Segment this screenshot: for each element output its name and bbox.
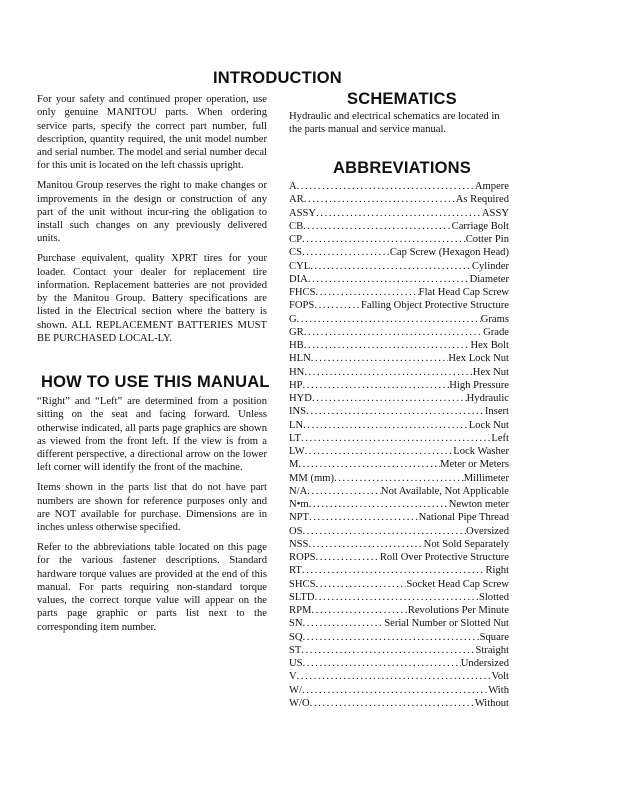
dot-leader bbox=[302, 233, 466, 246]
abbreviation-row bbox=[289, 511, 509, 524]
abbreviation-term: RPM bbox=[289, 605, 312, 616]
abbreviation-definition: Left bbox=[491, 432, 509, 444]
abbreviation-definition: Meter or Meters bbox=[440, 459, 509, 471]
abbreviation-term: NSS bbox=[289, 538, 309, 550]
abbreviation-definition: With bbox=[488, 684, 509, 696]
schematics-text: Hydraulic and electrical schematics are located in the parts manual and service manual. bbox=[289, 111, 500, 136]
dot-leader bbox=[314, 299, 361, 312]
abbreviation-row bbox=[289, 604, 509, 617]
dot-leader bbox=[306, 405, 485, 418]
abbreviation-definition: Serial Number or Slotted Nut bbox=[384, 618, 509, 630]
abbreviation-term: MM (mm) bbox=[289, 472, 335, 484]
abbreviation-term: ST bbox=[289, 644, 302, 656]
abbreviation-term: LW bbox=[289, 446, 305, 457]
abbreviation-row bbox=[289, 670, 509, 683]
abbreviation-row bbox=[289, 419, 509, 432]
abbreviation-term: OS bbox=[289, 525, 303, 537]
dot-leader bbox=[303, 617, 385, 630]
abbreviation-definition: Oversized bbox=[466, 525, 509, 537]
dot-leader bbox=[311, 352, 449, 365]
abbreviation-term: SQ bbox=[289, 631, 303, 643]
abbreviation-term: AR bbox=[289, 194, 304, 206]
abbreviation-term: LT bbox=[289, 432, 301, 444]
dot-leader bbox=[303, 220, 451, 233]
introduction-heading: INTRODUCTION bbox=[213, 69, 342, 87]
abbreviations-heading: ABBREVIATIONS bbox=[333, 159, 471, 177]
abbreviation-row bbox=[289, 458, 509, 471]
abbreviation-definition: Hex Bolt bbox=[470, 340, 509, 351]
dot-leader bbox=[304, 326, 483, 339]
abbreviation-term: SHCS bbox=[289, 578, 316, 590]
abbreviation-definition: Newton meter bbox=[448, 499, 509, 510]
dot-leader bbox=[302, 246, 390, 259]
dot-leader bbox=[312, 392, 467, 405]
abbreviation-row bbox=[289, 498, 509, 511]
abbreviation-definition: Not Sold Separately bbox=[423, 538, 509, 550]
how-to-use-paragraph: “Right” and “Left” are determined from a position sitting on the seat and facing forward. Unless otherwise indicated, all parts page graphics are shown as viewed from the front left. If the view is from a different perspective, a directional arrow on the lower left corner will identify the front of the machine. bbox=[37, 396, 267, 474]
abbreviation-term: SLTD bbox=[289, 591, 315, 603]
dot-leader bbox=[302, 564, 486, 577]
dot-leader bbox=[310, 697, 475, 710]
abbreviation-row bbox=[289, 631, 509, 644]
abbreviation-row bbox=[289, 273, 509, 286]
dot-leader bbox=[303, 419, 469, 432]
dot-leader bbox=[303, 657, 461, 670]
abbreviation-term: ASSY bbox=[289, 207, 317, 219]
introduction-paragraph: Purchase equivalent, quality XPRT tires for your loader. Contact your dealer for replacement tire information. Replacement batteries are not provided by the Manitou Group. Battery specifications are listed in the Electrical section where the battery is shown. ALL REPLACEMENT BATTERIES MUST BE PURCHASED LOCAL-LY. bbox=[37, 253, 267, 345]
dot-leader bbox=[315, 591, 479, 604]
abbreviation-term: DIA bbox=[289, 273, 308, 285]
abbreviation-row bbox=[289, 379, 509, 392]
abbreviation-definition: Diameter bbox=[469, 273, 509, 285]
abbreviation-row bbox=[289, 313, 509, 326]
abbreviation-row bbox=[289, 684, 509, 697]
abbreviation-term: INS bbox=[289, 406, 307, 418]
abbreviation-row bbox=[289, 180, 509, 193]
abbreviation-definition: Cylinder bbox=[471, 260, 509, 272]
dot-leader bbox=[304, 339, 471, 352]
dot-leader bbox=[304, 193, 456, 206]
abbreviation-term: N/A bbox=[289, 485, 308, 497]
abbreviation-term: NPT bbox=[289, 512, 310, 524]
abbreviation-term: HB bbox=[289, 340, 304, 351]
abbreviation-term: CS bbox=[289, 247, 302, 259]
abbreviation-row bbox=[289, 207, 509, 220]
dot-leader bbox=[297, 180, 475, 193]
abbreviation-row bbox=[289, 432, 509, 445]
abbreviation-term: W/O bbox=[289, 697, 310, 709]
abbreviation-row bbox=[289, 246, 509, 259]
abbreviation-definition: National Pipe Thread bbox=[418, 512, 509, 524]
abbreviation-term: RT bbox=[289, 565, 302, 577]
dot-leader bbox=[308, 273, 470, 286]
abbreviation-row bbox=[289, 485, 509, 498]
abbreviation-definition: Hydraulic bbox=[466, 393, 509, 404]
dot-leader bbox=[303, 631, 480, 644]
abbreviation-definition: Volt bbox=[491, 671, 509, 683]
abbreviation-row bbox=[289, 591, 509, 604]
abbreviation-definition: Lock Washer bbox=[453, 446, 509, 457]
abbreviation-definition: Ampere bbox=[474, 181, 509, 192]
abbreviation-definition: As Required bbox=[455, 194, 509, 206]
abbreviation-term: FHCS bbox=[289, 287, 316, 298]
abbreviation-row bbox=[289, 233, 509, 246]
abbreviation-definition: Socket Head Cap Screw bbox=[406, 578, 509, 590]
abbreviation-definition: Cotter Pin bbox=[465, 234, 509, 245]
introduction-section bbox=[37, 93, 267, 352]
abbreviation-row bbox=[289, 578, 509, 591]
abbreviation-term: LN bbox=[289, 419, 304, 431]
abbreviations-list bbox=[289, 180, 509, 710]
abbreviation-term: ROPS bbox=[289, 552, 316, 563]
abbreviation-definition: Grade bbox=[483, 326, 509, 338]
abbreviation-row bbox=[289, 260, 509, 273]
abbreviation-row bbox=[289, 366, 509, 379]
abbreviation-row bbox=[289, 445, 509, 458]
dot-leader bbox=[316, 551, 380, 564]
abbreviation-row bbox=[289, 538, 509, 551]
abbreviation-definition: Flat Head Cap Screw bbox=[418, 287, 509, 298]
abbreviation-definition: Right bbox=[485, 565, 509, 577]
abbreviation-definition: Straight bbox=[475, 644, 509, 656]
abbreviation-row bbox=[289, 697, 509, 710]
abbreviation-row bbox=[289, 286, 509, 299]
abbreviation-definition: Cap Screw (Hexagon Head) bbox=[389, 247, 509, 259]
abbreviation-row bbox=[289, 525, 509, 538]
abbreviation-definition: Roll Over Protective Structure bbox=[379, 552, 509, 563]
introduction-paragraph: Manitou Group reserves the right to make changes or improvements in the design or construction of any part of the unit without incur-ring the obligation to install such changes on any previously delivered units. bbox=[37, 180, 267, 245]
dot-leader bbox=[311, 604, 407, 617]
abbreviation-row bbox=[289, 392, 509, 405]
dot-leader bbox=[298, 458, 440, 471]
abbreviation-definition: Hex Lock Nut bbox=[448, 353, 509, 365]
how-to-use-section bbox=[37, 395, 267, 641]
abbreviation-definition: Falling Object Protective Structure bbox=[361, 300, 509, 312]
abbreviation-row bbox=[289, 551, 509, 564]
abbreviation-row bbox=[289, 326, 509, 339]
abbreviation-row bbox=[289, 564, 509, 577]
abbreviation-term: A bbox=[289, 181, 297, 192]
dot-leader bbox=[316, 578, 407, 591]
dot-leader bbox=[305, 445, 454, 458]
abbreviation-term: HYD bbox=[289, 393, 312, 404]
abbreviation-definition: Grams bbox=[480, 313, 509, 325]
abbreviation-term: V bbox=[289, 671, 297, 683]
abbreviation-definition: Square bbox=[479, 631, 509, 643]
abbreviation-definition: Millimeter bbox=[463, 472, 509, 484]
abbreviation-row bbox=[289, 220, 509, 233]
abbreviation-term: HLN bbox=[289, 353, 311, 365]
abbreviation-definition: Slotted bbox=[478, 591, 509, 603]
dot-leader bbox=[303, 379, 450, 392]
dot-leader bbox=[316, 207, 482, 220]
dot-leader bbox=[307, 485, 381, 498]
abbreviation-row bbox=[289, 193, 509, 206]
introduction-paragraph: For your safety and continued proper operation, use only genuine MANITOU parts. When ordering service parts, specify the correct part number, full description, quantity required, the unit model number and serial number. The model and serial number decal for this unit is located on the left chassis upright. bbox=[37, 94, 267, 172]
abbreviation-definition: Carriage Bolt bbox=[451, 220, 509, 232]
how-to-use-heading: HOW TO USE THIS MANUAL bbox=[41, 373, 270, 391]
abbreviation-definition: Lock Nut bbox=[468, 419, 509, 431]
dot-leader bbox=[297, 313, 481, 326]
abbreviation-term: SN bbox=[289, 618, 303, 630]
abbreviation-term: CYL bbox=[289, 260, 311, 272]
dot-leader bbox=[310, 260, 472, 273]
dot-leader bbox=[309, 498, 449, 511]
dot-leader bbox=[302, 684, 488, 697]
abbreviation-term: W/ bbox=[289, 684, 302, 696]
abbreviation-row bbox=[289, 352, 509, 365]
dot-leader bbox=[304, 366, 472, 379]
abbreviation-row bbox=[289, 405, 509, 418]
abbreviation-definition: Undersized bbox=[460, 658, 509, 669]
dot-leader bbox=[308, 538, 423, 551]
abbreviation-definition: Not Available, Not Applicable bbox=[380, 485, 509, 497]
abbreviation-term: US bbox=[289, 658, 303, 669]
dot-leader bbox=[301, 432, 491, 445]
schematics-heading: SCHEMATICS bbox=[347, 90, 457, 108]
abbreviation-definition: ASSY bbox=[481, 207, 509, 219]
how-to-use-paragraph: Refer to the abbreviations table located on this page for the various fastener descriptions. Standard hardware torque values are provided at the end of this manual. For parts requiring non-standard torque values, the correct torque value will appear on the parts page graphic or parts list next to the corresponding item number. bbox=[37, 541, 267, 633]
abbreviation-term: GR bbox=[289, 326, 304, 338]
abbreviation-definition: Revolutions Per Minute bbox=[407, 605, 509, 616]
abbreviation-term: FOPS bbox=[289, 300, 315, 312]
abbreviation-term: N•m bbox=[289, 499, 309, 510]
abbreviation-definition: Insert bbox=[484, 406, 509, 418]
abbreviation-row bbox=[289, 657, 509, 670]
abbreviation-term: CP bbox=[289, 234, 302, 245]
abbreviation-term: CB bbox=[289, 220, 304, 232]
dot-leader bbox=[303, 525, 467, 538]
abbreviation-row bbox=[289, 644, 509, 657]
abbreviation-term: G bbox=[289, 313, 297, 325]
dot-leader bbox=[309, 511, 419, 524]
abbreviation-definition: Hex Nut bbox=[472, 366, 509, 378]
abbreviation-definition: Without bbox=[474, 697, 509, 709]
dot-leader bbox=[334, 472, 464, 485]
dot-leader bbox=[316, 286, 419, 299]
abbreviation-term: HN bbox=[289, 366, 305, 378]
abbreviation-definition: High Pressure bbox=[449, 379, 509, 391]
abbreviation-row bbox=[289, 472, 509, 485]
abbreviation-term: HP bbox=[289, 379, 303, 391]
abbreviation-row bbox=[289, 339, 509, 352]
dot-leader bbox=[297, 670, 492, 683]
abbreviation-row bbox=[289, 299, 509, 312]
dot-leader bbox=[301, 644, 475, 657]
how-to-use-paragraph: Items shown in the parts list that do not have part numbers are shown for reference purposes only and are NOT available for purchase. Dimensions are in inches unless otherwise specified. bbox=[37, 482, 267, 534]
abbreviation-row bbox=[289, 617, 509, 630]
abbreviation-term: M bbox=[289, 459, 299, 471]
